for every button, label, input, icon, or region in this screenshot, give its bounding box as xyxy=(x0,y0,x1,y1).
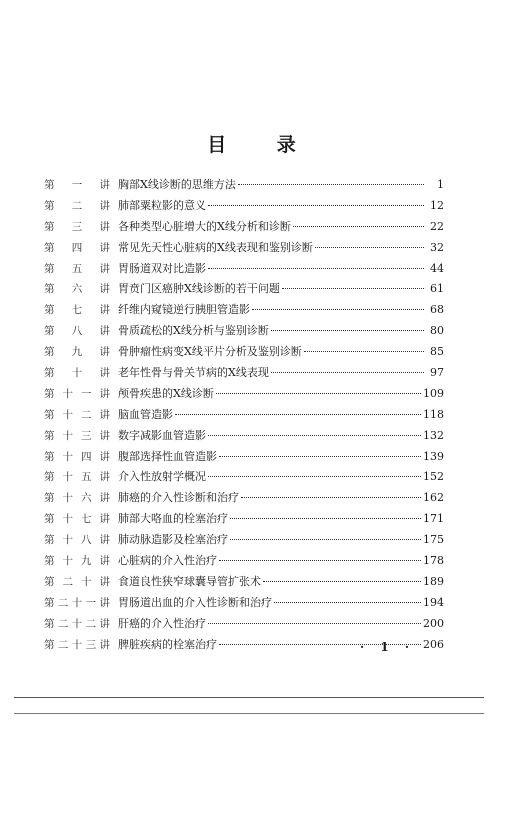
toc-lecture-number: 第 十 四 讲 xyxy=(44,450,110,463)
table-of-contents xyxy=(44,176,444,656)
toc-page-number: 68 xyxy=(430,303,444,317)
toc-page-number: 189 xyxy=(423,574,444,588)
toc-page-number: 22 xyxy=(430,219,444,233)
toc-lecture-number: 第 二 十 一 讲 xyxy=(44,596,110,609)
page-edge-rule-lower xyxy=(14,713,484,714)
toc-lecture-number: 第 十 二 讲 xyxy=(44,408,110,421)
dot-leader xyxy=(219,560,421,561)
dot-leader xyxy=(208,268,424,269)
page-edge-rule xyxy=(14,697,484,698)
dot-leader xyxy=(216,393,421,394)
toc-entry-title: 各种类型心脏增大的X线分析和诊断 xyxy=(118,219,291,233)
toc-page-number: 200 xyxy=(423,616,444,630)
toc-page-number: 152 xyxy=(423,470,444,484)
toc-entry xyxy=(44,176,444,197)
toc-entry-title: 骨质疏松的X线分析与鉴别诊断 xyxy=(118,324,269,338)
toc-lecture-number: 第 四 讲 xyxy=(44,241,110,254)
toc-entry-title: 食道良性狭窄球囊导管扩张术 xyxy=(118,574,261,588)
toc-entry xyxy=(44,406,444,427)
toc-lecture-number: 第 二 十 讲 xyxy=(44,575,110,588)
dot-leader xyxy=(304,351,424,352)
toc-entry-title: 肺部粟粒影的意义 xyxy=(118,198,206,212)
toc-page-number: 12 xyxy=(430,198,444,212)
dot-leader xyxy=(252,309,424,310)
toc-lecture-number: 第 十 八 讲 xyxy=(44,534,110,547)
toc-lecture-number: 第 二 十 二 讲 xyxy=(44,617,110,630)
toc-entry xyxy=(44,343,444,364)
toc-page-number: 32 xyxy=(430,240,444,254)
dot-leader xyxy=(274,602,421,603)
toc-entry xyxy=(44,364,444,385)
dot-leader xyxy=(238,184,424,185)
toc-entry xyxy=(44,448,444,469)
toc-entry xyxy=(44,218,444,239)
toc-lecture-number: 第 八 讲 xyxy=(44,325,110,338)
toc-entry-title: 常见先天性心脏病的X线表现和鉴别诊断 xyxy=(118,240,313,254)
toc-entry-title: 骨肿瘤性病变X线平片分析及鉴别诊断 xyxy=(118,345,302,359)
dot-leader xyxy=(208,435,421,436)
toc-entry-title: 肺动脉造影及栓塞治疗 xyxy=(118,533,228,547)
dot-leader xyxy=(230,518,421,519)
toc-lecture-number: 第 十 九 讲 xyxy=(44,555,110,568)
toc-page-number: 97 xyxy=(430,366,444,380)
toc-lecture-number: 第 六 讲 xyxy=(44,283,110,296)
toc-entry-title: 胸部X线诊断的思维方法 xyxy=(118,178,236,191)
toc-entry xyxy=(44,197,444,218)
toc-entry-title: 肝癌的介入性治疗 xyxy=(118,616,206,630)
toc-lecture-number: 第 二 讲 xyxy=(44,199,110,212)
toc-entry-title: 数字减影血管造影 xyxy=(118,428,206,442)
toc-page-number: 85 xyxy=(430,345,444,359)
toc-entry-title: 颅骨疾患的X线诊断 xyxy=(118,386,214,400)
toc-entry xyxy=(44,427,444,448)
toc-lecture-number: 第 七 讲 xyxy=(44,304,110,317)
toc-entry xyxy=(44,615,444,636)
toc-page-number: 109 xyxy=(423,386,444,400)
dot-leader xyxy=(263,581,421,582)
dot-leader xyxy=(208,623,421,624)
toc-lecture-number: 第 十 七 讲 xyxy=(44,513,110,526)
toc-entry-title: 胃肠道出血的介入性诊断和治疗 xyxy=(118,595,272,609)
toc-entry-title: 肺癌的介入性诊断和治疗 xyxy=(118,491,239,505)
toc-lecture-number: 第 二 十 三 讲 xyxy=(44,638,110,651)
dot-leader xyxy=(230,539,421,540)
toc-entry xyxy=(44,468,444,489)
toc-page-number: 44 xyxy=(430,261,444,275)
dot-leader xyxy=(271,330,424,331)
toc-page-number: 171 xyxy=(423,512,444,526)
dot-leader xyxy=(208,205,424,206)
page-number-footer: · 1 · xyxy=(360,640,416,654)
toc-page-number: 1 xyxy=(437,178,444,191)
toc-entry-title: 脾脏疾病的栓塞治疗 xyxy=(118,637,217,651)
toc-entry xyxy=(44,385,444,406)
toc-lecture-number: 第 十 三 讲 xyxy=(44,429,110,442)
toc-entry xyxy=(44,510,444,531)
dot-leader xyxy=(175,414,421,415)
toc-lecture-number: 第 五 讲 xyxy=(44,262,110,275)
toc-entry-title: 胃贲门区癌肿X线诊断的若干问题 xyxy=(118,282,280,296)
dot-leader xyxy=(241,497,421,498)
toc-entry xyxy=(44,594,444,615)
toc-entry-title: 胃肠道双对比造影 xyxy=(118,261,206,275)
dot-leader xyxy=(293,226,424,227)
toc-lecture-number: 第 十 讲 xyxy=(44,367,110,380)
toc-entry xyxy=(44,239,444,260)
toc-entry-title: 脑血管造影 xyxy=(118,407,173,421)
toc-entry xyxy=(44,322,444,343)
toc-entry-title: 肺部大咯血的栓塞治疗 xyxy=(118,512,228,526)
toc-page-number: 206 xyxy=(423,637,444,651)
dot-leader xyxy=(208,476,421,477)
page-title: 目 录 xyxy=(207,134,318,156)
dot-leader xyxy=(315,247,424,248)
toc-page-number: 132 xyxy=(423,428,444,442)
toc-page-number: 80 xyxy=(430,324,444,338)
toc-page-number: 175 xyxy=(423,533,444,547)
toc-entry xyxy=(44,260,444,281)
dot-leader xyxy=(271,372,424,373)
toc-lecture-number: 第 九 讲 xyxy=(44,346,110,359)
toc-page-number: 61 xyxy=(430,282,444,296)
dot-leader xyxy=(282,288,424,289)
toc-entry xyxy=(44,552,444,573)
toc-entry-title: 纤维内窥镜逆行胰胆管造影 xyxy=(118,303,250,317)
toc-lecture-number: 第 十 六 讲 xyxy=(44,492,110,505)
toc-entry xyxy=(44,489,444,510)
toc-lecture-number: 第 十 五 讲 xyxy=(44,471,110,484)
toc-entry-title: 介入性放射学概况 xyxy=(118,470,206,484)
toc-entry-title: 老年性骨与骨关节病的X线表现 xyxy=(118,366,269,380)
toc-entry xyxy=(44,531,444,552)
toc-entry xyxy=(44,301,444,322)
toc-entry-title: 腹部选择性血管造影 xyxy=(118,449,217,463)
toc-page-number: 194 xyxy=(423,595,444,609)
toc-lecture-number: 第 一 讲 xyxy=(44,179,110,191)
toc-page-number: 162 xyxy=(423,491,444,505)
toc-lecture-number: 第 三 讲 xyxy=(44,220,110,233)
toc-entry-title: 心脏病的介入性治疗 xyxy=(118,554,217,568)
toc-page-number: 118 xyxy=(423,407,444,421)
dot-leader xyxy=(219,456,421,457)
toc-lecture-number: 第 十 一 讲 xyxy=(44,387,110,400)
toc-page-number: 178 xyxy=(423,554,444,568)
toc-entry xyxy=(44,280,444,301)
toc-entry xyxy=(44,573,444,594)
toc-page-number: 139 xyxy=(423,449,444,463)
